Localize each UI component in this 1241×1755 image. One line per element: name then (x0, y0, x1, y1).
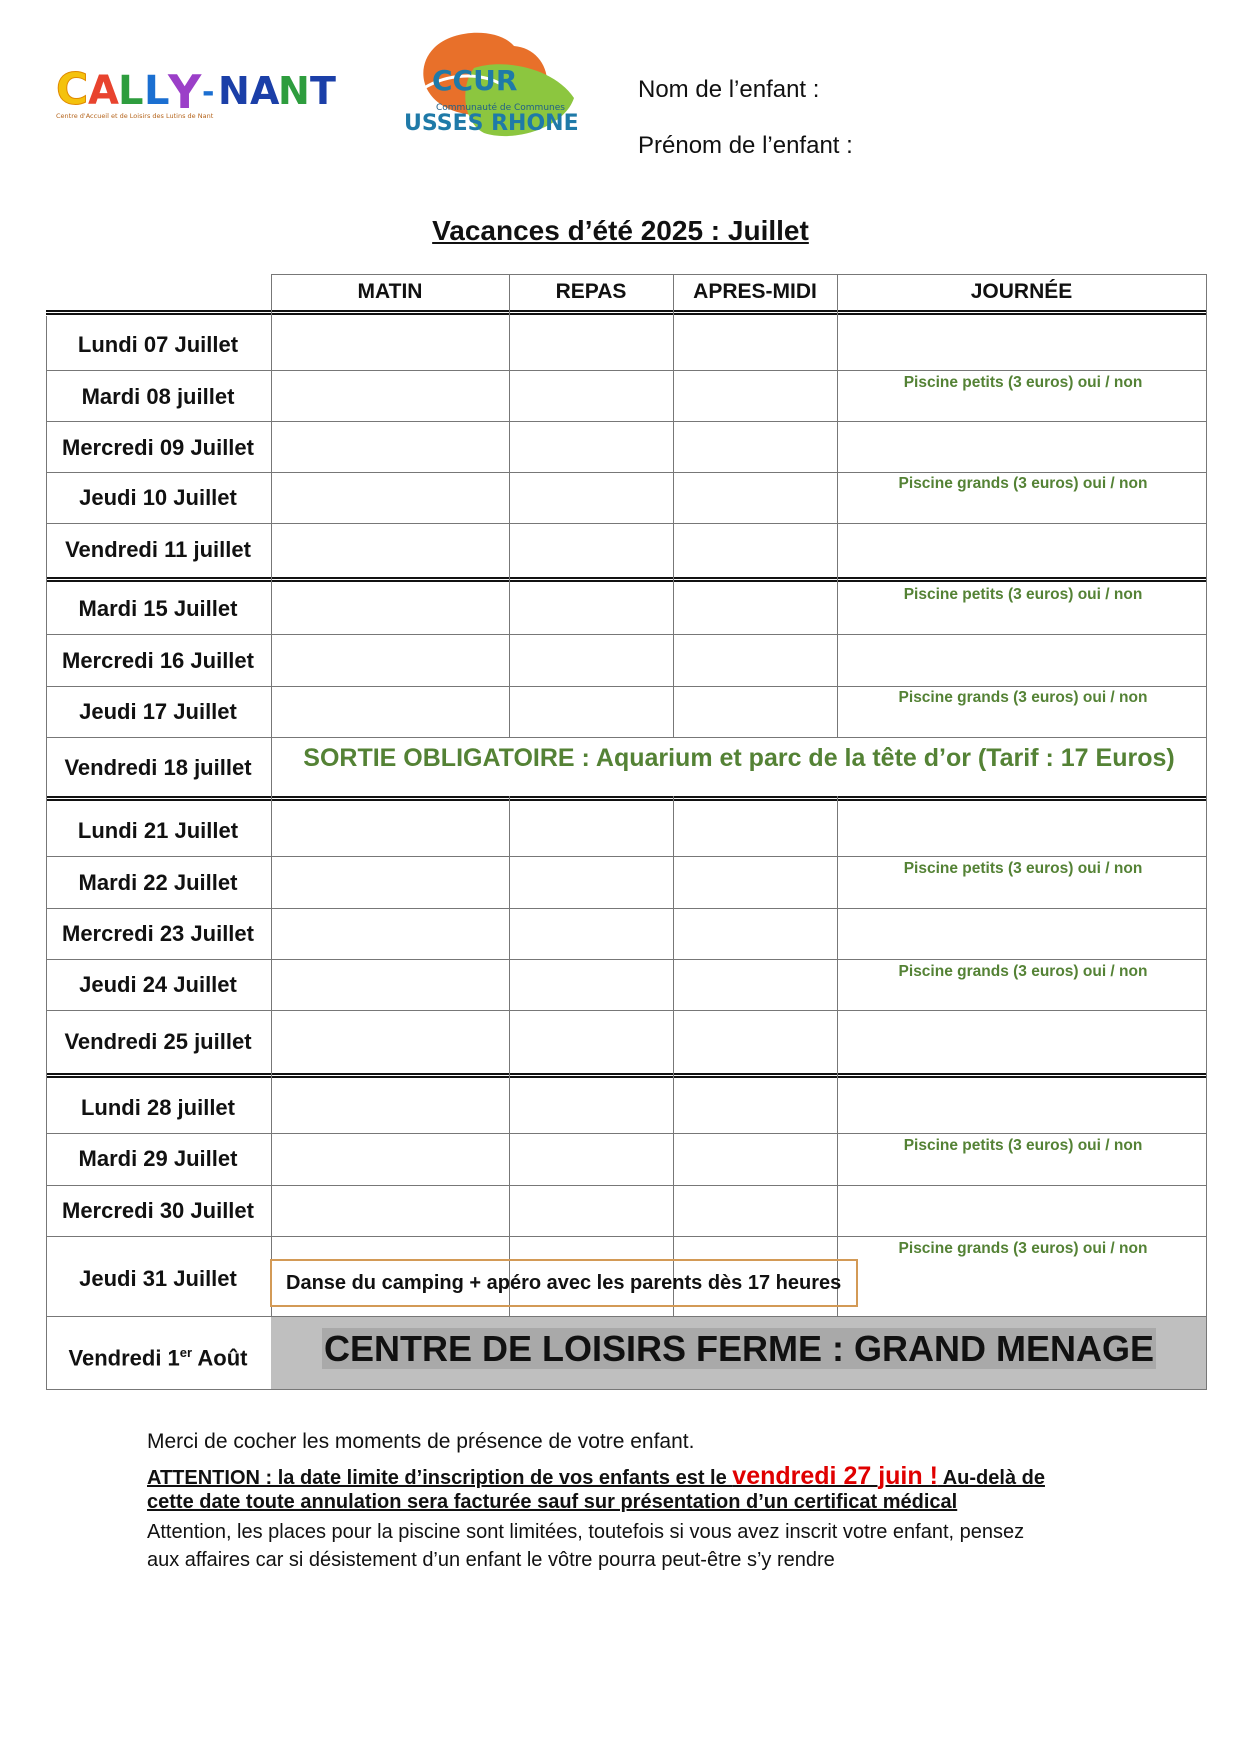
day-label: Mardi 22 Juillet (78, 870, 238, 895)
child-first-name-label: Prénom de l’enfant : (638, 132, 853, 159)
column-line (271, 274, 272, 1390)
svg-text:Communauté de Communes: Communauté de Communes (436, 103, 565, 113)
day-label: Vendredi 18 juillet (64, 755, 252, 780)
day-label: Mercredi 30 Juillet (62, 1198, 254, 1223)
column-line (46, 316, 47, 1390)
column-line (1206, 274, 1207, 1390)
day-label: Mercredi 09 Juillet (62, 435, 254, 460)
row-line (46, 1389, 1206, 1390)
svg-text:A: A (250, 69, 280, 113)
svg-text:C: C (56, 64, 89, 115)
week-separator-line (46, 310, 1206, 315)
svg-text:L: L (118, 68, 144, 114)
day-label-vendredi-1er-aout: Vendredi 1er Août (68, 1345, 248, 1371)
row-line (46, 1133, 1206, 1134)
column-header-apres-midi: APRES-MIDI (693, 280, 817, 303)
row-line (46, 472, 1206, 473)
day-label: Lundi 28 juillet (80, 1095, 235, 1120)
day-label: Mercredi 16 Juillet (62, 648, 254, 673)
deadline-date: vendredi 27 juin ! (732, 1462, 938, 1490)
row-line (46, 908, 1206, 909)
page-title: Vacances d’été 2025 : Juillet (432, 215, 809, 246)
piscine-places-note-line-2: aux affaires car si désistement d’un enfant le vôtre pourra peut-être s’y rendre (147, 1549, 835, 1571)
svg-text:USSES RHONE: USSES RHONE (404, 111, 579, 136)
centre-ferme-notice: CENTRE DE LOISIRS FERME : GRAND MENAGE (323, 1328, 1155, 1369)
attention-deadline-line-2: cette date toute annulation sera facturée sauf sur présentation d’un certificat médical (147, 1491, 958, 1513)
day-label: Jeudi 10 Juillet (79, 485, 237, 510)
day-label: Jeudi 24 Juillet (79, 972, 237, 997)
day-label: Lundi 21 Juillet (77, 818, 239, 843)
row-line (46, 421, 1206, 422)
svg-text:A: A (88, 68, 119, 114)
day-label: Mardi 08 juillet (81, 384, 235, 409)
row-line (46, 370, 1206, 371)
piscine-grands-option[interactable]: Piscine grands (3 euros) oui / non (898, 475, 1148, 492)
day-label: Mardi 29 Juillet (78, 1146, 238, 1171)
day-label: Jeudi 31 Juillet (79, 1266, 237, 1291)
ccur-logo (404, 28, 584, 150)
row-line (46, 856, 1206, 857)
row-line (46, 634, 1206, 635)
sortie-obligatoire-notice: SORTIE OBLIGATOIRE : Aquarium et parc de la tête d’or (Tarif : 17 Euros) (303, 744, 1175, 772)
row-line (46, 686, 1206, 687)
attention-deadline-line-1: ATTENTION : la date limite d’inscription de vos enfants est le vendredi 27 juin ! Au-delà de (147, 1462, 1045, 1490)
piscine-grands-option[interactable]: Piscine grands (3 euros) oui / non (898, 689, 1148, 706)
svg-text:T: T (310, 69, 336, 113)
column-line (837, 274, 838, 737)
row-line (46, 1010, 1206, 1011)
row-line (46, 523, 1206, 524)
child-last-name-label: Nom de l’enfant : (638, 76, 820, 103)
day-label: Vendredi 25 juillet (64, 1029, 252, 1054)
row-line (271, 274, 1206, 275)
svg-text:-: - (202, 75, 215, 110)
column-header-repas: REPAS (555, 280, 627, 303)
column-line (673, 274, 674, 737)
day-label: Jeudi 17 Juillet (79, 699, 237, 724)
column-line (673, 796, 674, 1317)
svg-text:CCUR: CCUR (432, 64, 518, 97)
piscine-places-note-line-1: Attention, les places pour la piscine sont limitées, toutefois si vous avez inscrit votre enfant, pensez (147, 1521, 1025, 1543)
row-line (46, 959, 1206, 960)
svg-text:Y: Y (168, 65, 202, 119)
day-label: Mardi 15 Juillet (78, 596, 238, 621)
piscine-petits-option[interactable]: Piscine petits (3 euros) oui / non (903, 586, 1143, 603)
cally-nant-tagline: Centre d'Accueil et de Loisirs des Lutins de Nant (56, 112, 214, 120)
column-header-journee: JOURNÉE (970, 280, 1073, 303)
column-line (509, 796, 510, 1317)
week-separator-line (46, 1073, 1206, 1078)
danse-camping-note: Danse du camping + apéro avec les parents dès 17 heures (270, 1259, 858, 1307)
svg-text:N: N (278, 69, 310, 113)
row-line (46, 737, 1206, 738)
row-line (46, 1185, 1206, 1186)
svg-text:L: L (144, 68, 170, 114)
piscine-petits-option[interactable]: Piscine petits (3 euros) oui / non (903, 374, 1143, 391)
piscine-grands-option[interactable]: Piscine grands (3 euros) oui / non (898, 1240, 1148, 1257)
column-line (509, 274, 510, 737)
row-line (46, 1236, 1206, 1237)
piscine-grands-option[interactable]: Piscine grands (3 euros) oui / non (898, 963, 1148, 980)
piscine-petits-option[interactable]: Piscine petits (3 euros) oui / non (903, 1137, 1143, 1154)
column-header-matin: MATIN (357, 280, 423, 303)
instructions-text: Merci de cocher les moments de présence de votre enfant. (147, 1430, 695, 1453)
svg-text:N: N (218, 69, 250, 113)
column-line (837, 796, 838, 1317)
day-label: Vendredi 11 juillet (65, 537, 251, 562)
cally-nant-logo (56, 62, 356, 124)
day-label: Lundi 07 Juillet (77, 332, 239, 357)
day-label: Mercredi 23 Juillet (62, 921, 254, 946)
week-separator-line (46, 577, 1206, 582)
week-separator-line (46, 796, 1206, 801)
piscine-petits-option[interactable]: Piscine petits (3 euros) oui / non (903, 860, 1143, 877)
